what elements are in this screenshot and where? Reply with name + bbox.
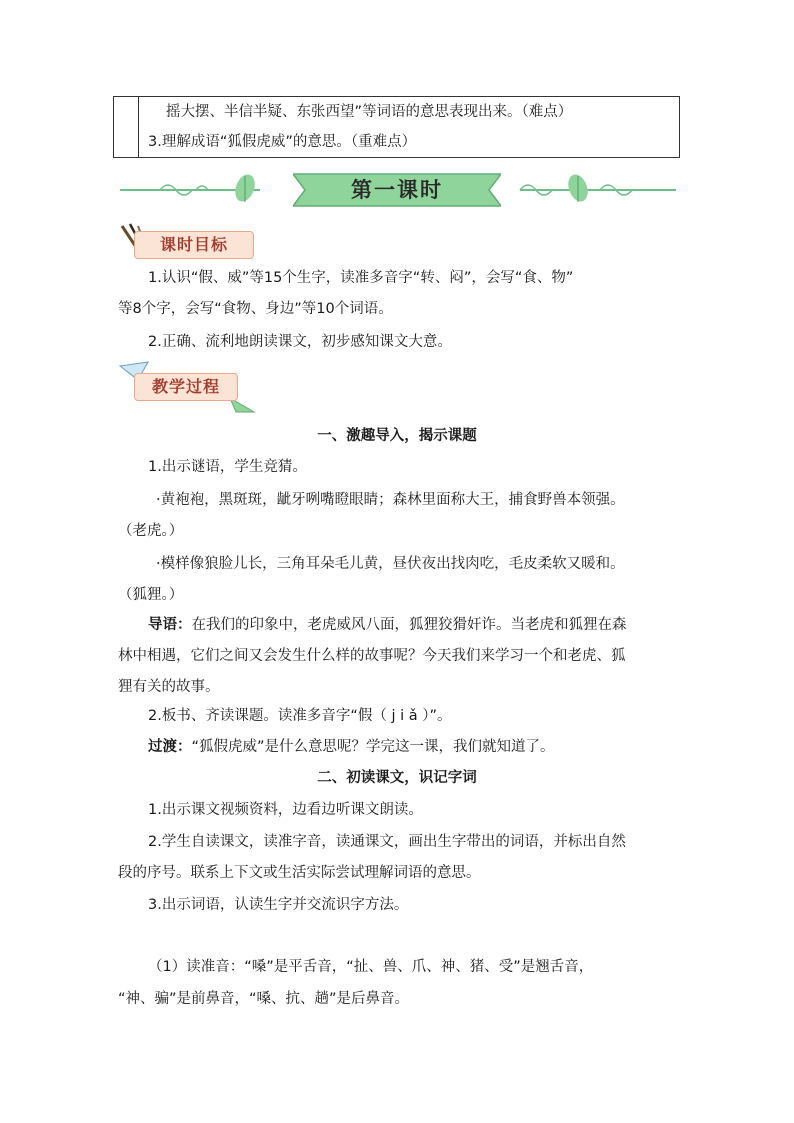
s2-item-1: 1.出示课文视频资料，边看边听课文朗读。: [148, 802, 423, 818]
section-2-title: 二、初读课文，识记字词: [317, 770, 477, 786]
riddle-1-line-1: ·黄袍袍，黑斑斑，龇牙咧嘴瞪眼睛；森林里面称大王，捕食野兽本领强。: [156, 492, 625, 508]
objectives-tag: 课时目标: [134, 231, 254, 259]
table-column-divider: [138, 97, 139, 157]
guide-line-2: 林中相遇，它们之间又会发生什么样的故事呢？今天我们来学习一个和老虎、狐: [118, 648, 626, 664]
s2-item-3: 3.出示词语，认读生字并交流识字方法。: [148, 897, 409, 913]
vine-ornament-left-icon: [120, 172, 280, 208]
objective-2: 2.正确、流利地朗读课文，初步感知课文大意。: [148, 334, 452, 350]
goal-line-1: 摇大摆、半信半疑、东张西望”等词语的意思表现出来。（难点）: [166, 104, 573, 120]
transition-text: “狐假虎威”是什么意思呢？学完这一课，我们就知道了。: [191, 739, 555, 755]
transition-label: 过渡：: [148, 739, 192, 755]
objective-1-line-1: 1.认识“假、威”等15个生字，读准多音字“转、闷”，会写“食、物”: [148, 270, 574, 286]
vine-ornament-right-icon: [500, 172, 676, 208]
guide-line-3: 狸有关的故事。: [118, 679, 220, 695]
riddle-2-answer: （狐狸。）: [118, 587, 184, 603]
s1-item-1: 1.出示谜语，学生竞猜。: [148, 459, 307, 475]
s2-item-2-line-2: 段的序号。联系上下文或生活实际尝试理解词语的意思。: [118, 865, 481, 881]
goal-line-2: 3.理解成语“狐假虎威”的意思。（重难点）: [148, 134, 417, 150]
transition-line: [148, 737, 555, 757]
s2-item-2-line-1: 2.学生自读课文，读准字音，读通课文，画出生字带出的词语，并标出自然: [148, 834, 626, 850]
guide-line-1: [148, 615, 627, 635]
objective-1-line-2: 等8个字，会写“食物、身边”等10个词语。: [118, 301, 393, 317]
guide-label: 导语：: [148, 617, 192, 633]
section-banner-title: 第一课时: [351, 178, 443, 202]
guide-text-1: 在我们的印象中，老虎威风八面，狐狸狡猾奸诈。当老虎和狐狸在森: [191, 617, 627, 633]
s1-item-2: 2.板书、齐读课题。读准多音字“假（ j i ǎ ）”。: [148, 708, 452, 724]
process-tag: 教学过程: [134, 373, 238, 401]
pronunciation-line-1: （1）读准音：“嗓”是平舌音，“扯、兽、爪、神、猪、受”是翘舌音，: [148, 959, 594, 975]
section-1-title: 一、激趣导入，揭示课题: [317, 428, 477, 444]
pronunciation-line-2: “神、骗”是前鼻音，“嗓、抗、趟”是后鼻音。: [118, 991, 410, 1007]
riddle-1-answer: （老虎。）: [118, 523, 184, 539]
goal-table: [113, 96, 680, 158]
riddle-2-line-1: ·模样像狼脸儿长，三角耳朵毛儿黄，昼伏夜出找肉吃，毛皮柔软又暖和。: [156, 556, 625, 572]
